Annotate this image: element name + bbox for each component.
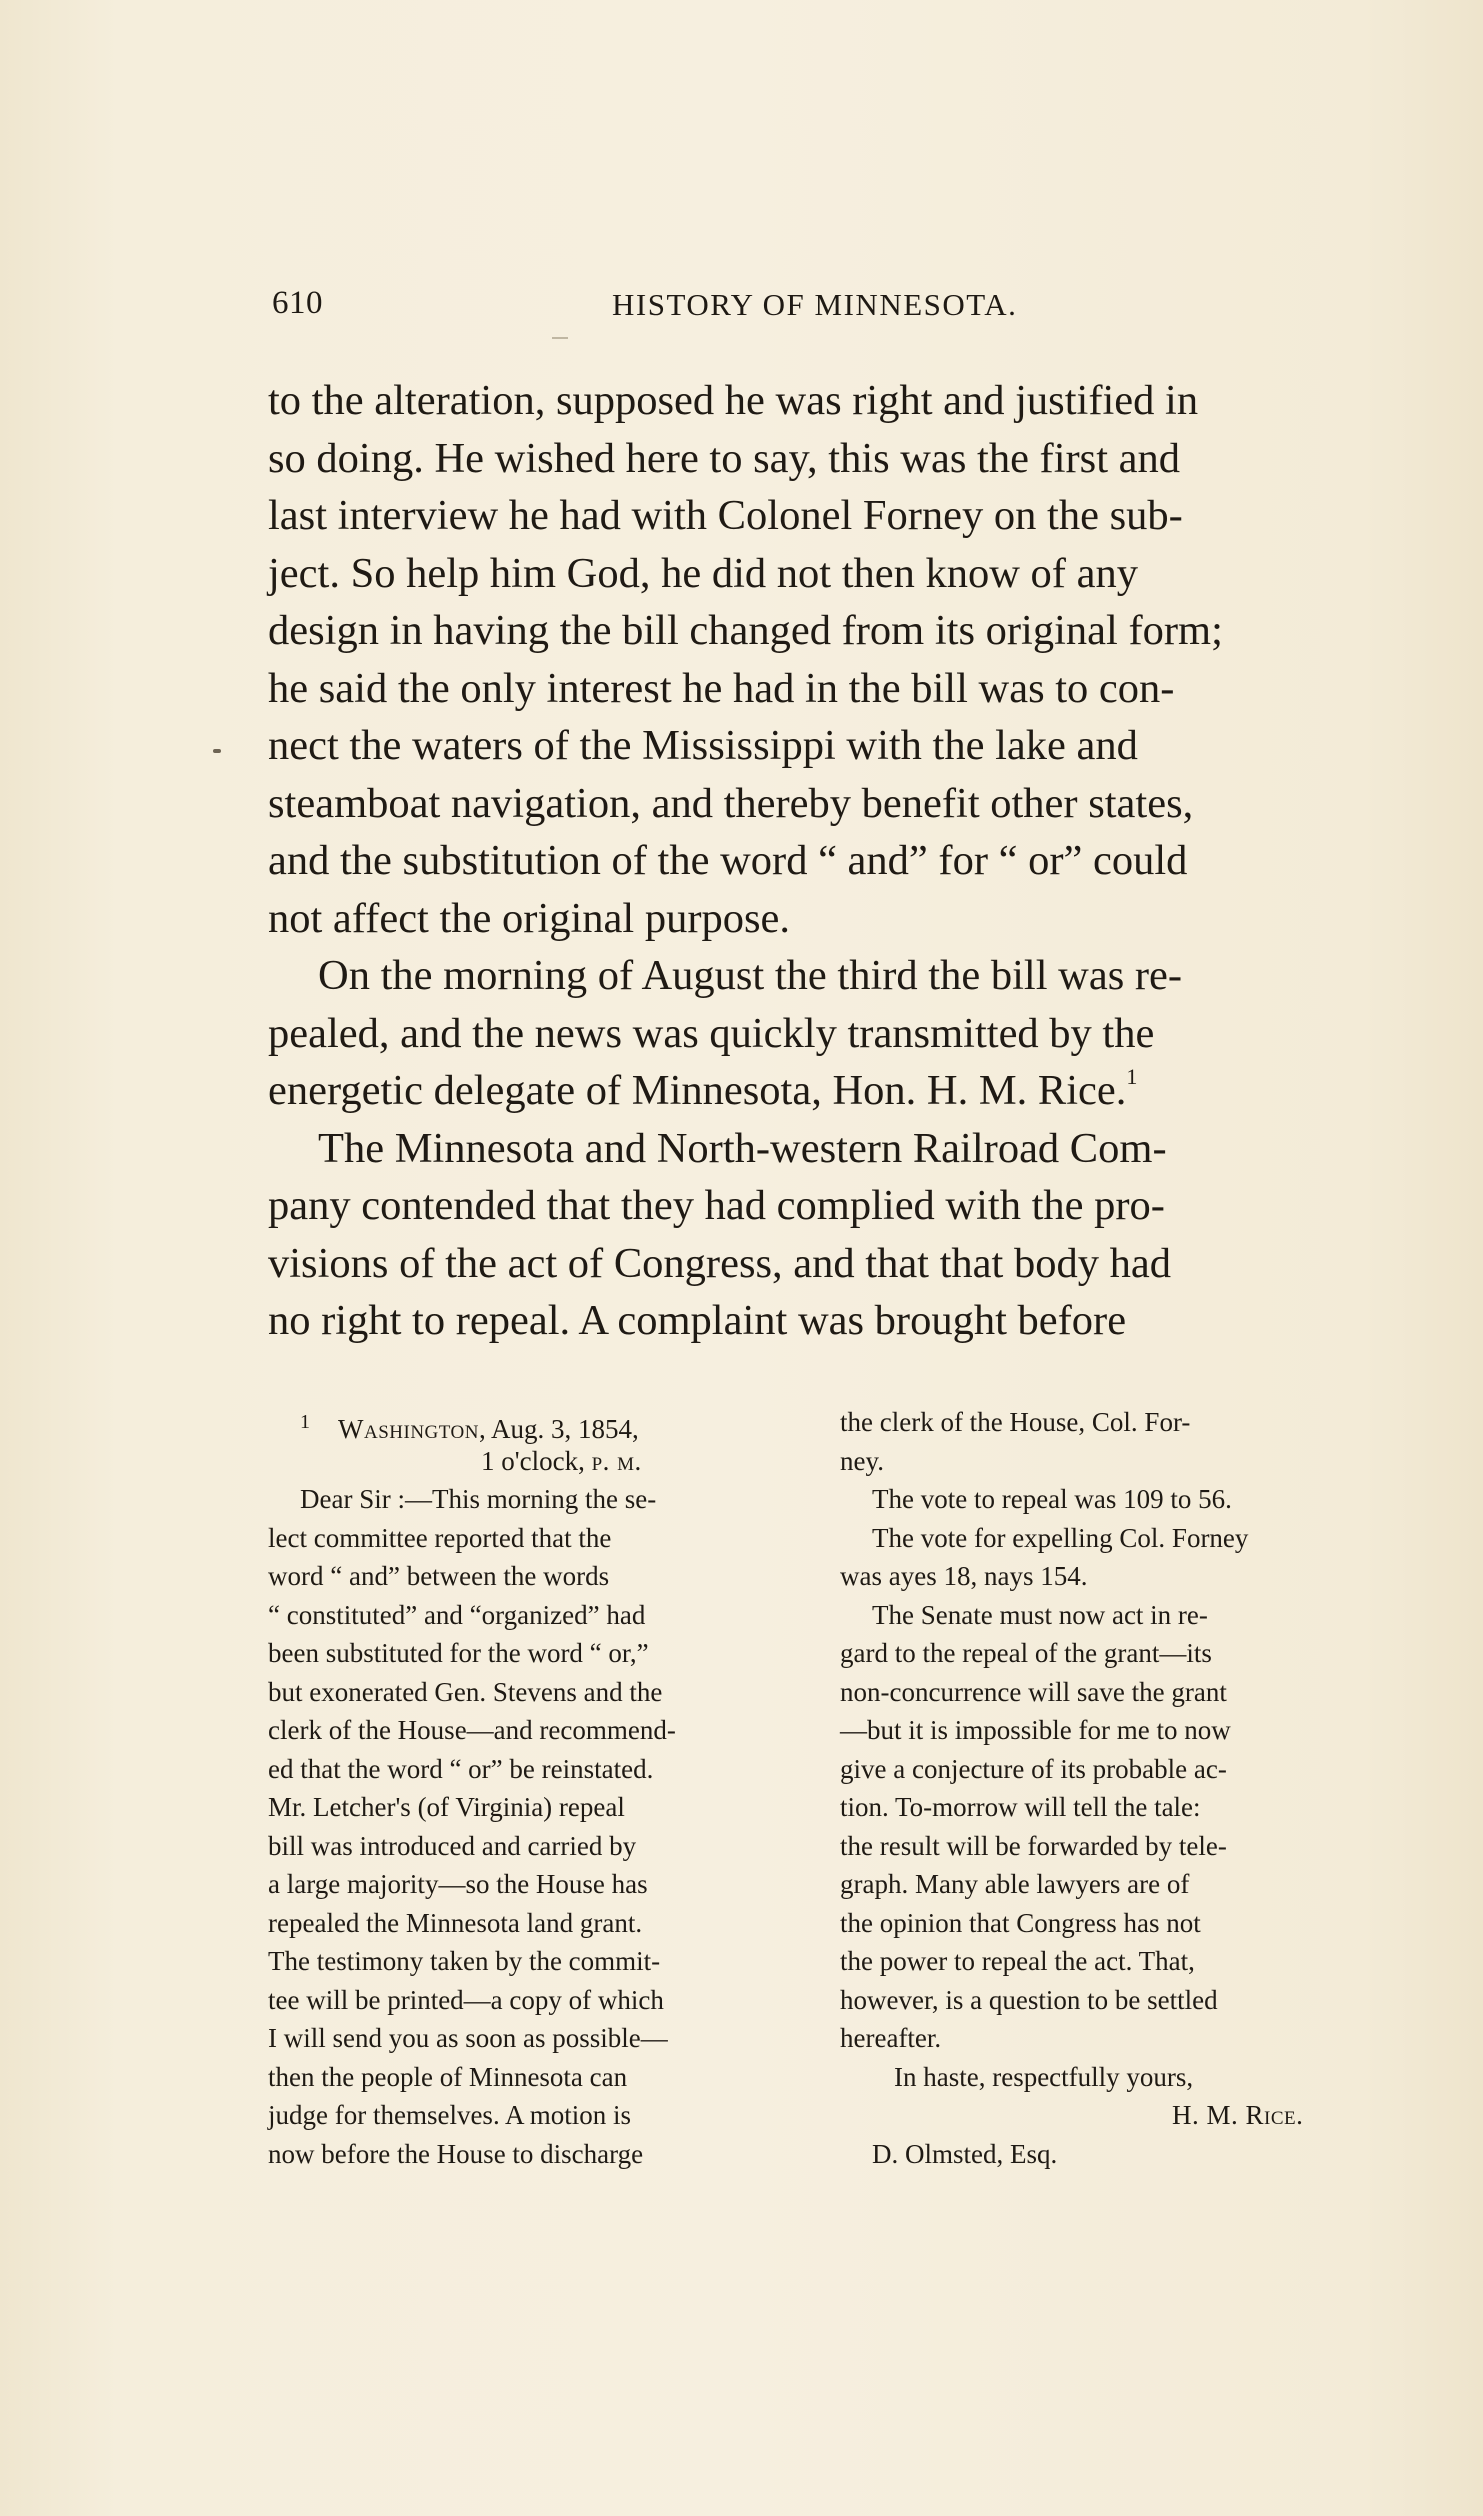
footnote-line: a large majority—so the House has [268,1869,648,1899]
text-fragment: energetic delegate of Minnesota, Hon. H. M. Rice. [268,1067,1127,1114]
text-line: no right to repeal. A complaint was brought before [268,1297,1127,1344]
footnote-line: the clerk of the House, Col. For- [840,1407,1191,1437]
footnote-time [268,1442,828,1481]
footnote-line: The vote for expelling Col. Forney [872,1522,1249,1553]
footnote-line: clerk of the House—and recommend- [268,1715,676,1745]
footnote-addressee: D. Olmsted, Esq. [872,2138,1058,2169]
footnote-line: gard to the repeal of the grant—its [840,1638,1212,1668]
footnote-line: Mr. Letcher's (of Virginia) repeal [268,1792,625,1822]
footnote-right-column [840,1403,1400,2173]
text-line: nect the waters of the Mississippi with the lake and [268,722,1138,769]
footnote-line: hereafter. [840,2023,942,2053]
text-line: pealed, and the news was quickly transmitted by the [268,1009,1155,1057]
text-line: not affect the original purpose. [268,894,791,942]
footnote-place: Washington [338,1414,479,1444]
footnote-line: the power to repeal the act. That, [840,1946,1195,1976]
text-line-with-footnote [268,1062,1408,1120]
text-line: so doing. He wished here to say, this was the first and [268,434,1181,482]
running-head: HISTORY OF MINNESOTA. [612,287,1018,322]
footnote-line: word “ and” between the words [268,1561,610,1591]
footnote-line: The testimony taken by the commit- [268,1946,661,1976]
footnote-line: The Senate must now act in re- [872,1599,1208,1630]
text-line: The Minnesota and North-western Railroad Com- [318,1124,1167,1172]
footnote-line: bill was introduced and carried by [268,1830,637,1861]
text-line: On the morning of August the third the bill was re- [318,952,1183,999]
footnote-line: however, is a question to be settled [840,1984,1218,2015]
footnote-line: then the people of Minnesota can [268,2061,628,2092]
footnote-line: was ayes 18, nays 154. [840,1561,1088,1591]
footnote-line: the result will be forwarded by tele- [840,1830,1227,1861]
footnote-line: repealed the Minnesota land grant. [268,1907,643,1938]
footnote-hour: 1 o'clock, [481,1445,592,1476]
footnote-line: —but it is impossible for me to now [840,1715,1231,1745]
text-line: design in having the bill changed from its original form; [268,607,1223,654]
footnote-line: I will send you as soon as possible— [268,2023,668,2053]
footnote-line: the opinion that Congress has not [840,1907,1201,1938]
footnote-marker: 1 [300,1411,310,1433]
text-line: and the substitution of the word “ and” for “ or” could [268,837,1188,884]
footnote-line: lect committee reported that the [268,1522,612,1553]
footnote-reference: 1 [1126,1064,1138,1089]
footnote-line: graph. Many able lawyers are of [840,1869,1190,1899]
footnote-line: now before the House to discharge [268,2138,644,2169]
text-line: last interview he had with Colonel Forney on the sub- [268,492,1183,539]
footnote-line: ed that the word “ or” be reinstated. [268,1753,654,1784]
footnote-date: , Aug. 3, 1854, [478,1414,639,1444]
footnote-line: “ constituted” and “organized” had [268,1599,646,1630]
footnote-left-column [268,1403,828,2173]
footnote-line: give a conjecture of its probable ac- [840,1753,1227,1784]
text-line: to the alteration, supposed he was right and justified in [268,377,1199,424]
footnote-pm: p. m. [591,1445,642,1476]
footnote-line: judge for themselves. A motion is [268,2100,631,2130]
text-line: he said the only interest he had in the bill was to con- [268,664,1175,712]
footnote-line: tion. To-morrow will tell the tale: [840,1792,1201,1822]
page-number: 610 [272,285,323,321]
text-line: ject. So help him God, he did not then know of any [268,549,1138,597]
footnote-closing: In haste, respectfully yours, [894,2061,1194,2092]
text-line: pany contended that they had complied with the pro- [268,1182,1165,1229]
footnote-signature: H. M. Rice. [1172,2100,1304,2130]
footnote-vote: The vote to repeal was 109 to 56. [872,1484,1232,1514]
footnote-line: non-concurrence will save the grant [840,1676,1227,1707]
footnote-dateline [268,1403,828,1442]
footnote-line: been substituted for the word “ or,” [268,1638,649,1668]
printer-mark [552,337,568,339]
page-header [272,285,1052,335]
text-line: visions of the act of Congress, and that that body had [268,1239,1171,1287]
footnote-line: Dear Sir :—This morning the se- [300,1484,657,1514]
footnote-line: but exonerated Gen. Stevens and the [268,1676,663,1707]
main-text [268,372,1408,1350]
margin-mark [213,749,221,753]
footnote-line: tee will be printed—a copy of which [268,1984,664,2015]
text-line: steamboat navigation, and thereby benefit other states, [268,779,1194,827]
footnote-line: ney. [840,1445,884,1476]
